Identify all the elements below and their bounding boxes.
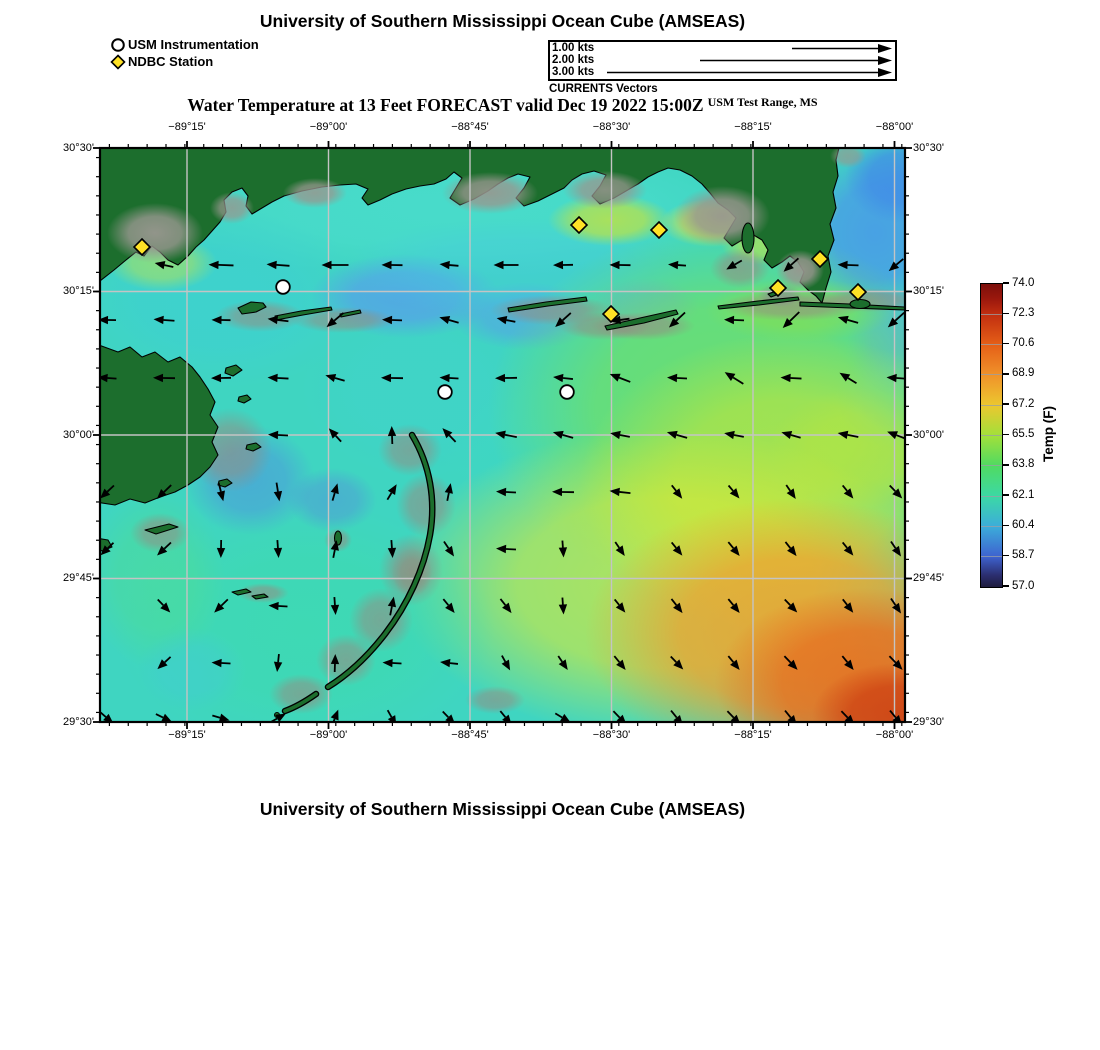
colorbar-gridline bbox=[981, 374, 1002, 375]
legend-label-usm: USM Instrumentation bbox=[128, 37, 259, 52]
colorbar-tick bbox=[1003, 525, 1009, 527]
vector-scale-label: 2.00 kts bbox=[552, 53, 595, 66]
legend-item-usm bbox=[110, 36, 259, 53]
x-axis-label-top: −88°15' bbox=[734, 121, 772, 133]
usm-instrumentation-marker bbox=[438, 385, 452, 399]
colorbar-tick bbox=[1003, 494, 1009, 496]
y-axis-label-left: 29°45' bbox=[63, 572, 94, 584]
colorbar-tick-label: 67.2 bbox=[1012, 397, 1035, 410]
colorbar-tick-label: 63.8 bbox=[1012, 458, 1035, 471]
figure-bottom-title: University of Southern Mississippi Ocean Cube (AMSEAS) bbox=[259, 799, 746, 819]
colorbar-tick bbox=[1003, 282, 1009, 284]
vector-legend-caption: CURRENTS Vectors bbox=[549, 83, 658, 95]
x-axis-label-bottom: −88°15' bbox=[734, 729, 772, 741]
colorbar-gridline bbox=[981, 435, 1002, 436]
colorbar bbox=[980, 283, 1003, 588]
y-axis-label-right: 30°00' bbox=[913, 428, 944, 441]
y-axis-label-right: 30°30' bbox=[913, 141, 944, 154]
current-vector-legend bbox=[548, 40, 897, 81]
y-axis-label-left: 29°30' bbox=[63, 715, 94, 728]
x-axis-label-bottom: −88°45' bbox=[451, 729, 489, 741]
colorbar-tick bbox=[1003, 343, 1009, 345]
colorbar-gridline bbox=[981, 496, 1002, 497]
colorbar-tick-label: 60.4 bbox=[1012, 518, 1035, 531]
colorbar-gridline bbox=[981, 526, 1002, 527]
colorbar-tick-label: 57.0 bbox=[1012, 579, 1035, 592]
colorbar-tick-label: 65.5 bbox=[1012, 428, 1035, 440]
vector-scale-row bbox=[552, 43, 893, 55]
usm-instrumentation-marker bbox=[276, 280, 290, 294]
y-axis-label-right: 30°15' bbox=[913, 285, 944, 297]
x-axis-label-top: −88°30' bbox=[592, 121, 631, 133]
colorbar-tick-label: 70.6 bbox=[1012, 337, 1035, 350]
colorbar-gridline bbox=[981, 556, 1002, 557]
colorbar-tick bbox=[1003, 373, 1009, 375]
plot-subtitle bbox=[60, 95, 945, 116]
x-axis-label-top: −88°45' bbox=[451, 121, 489, 133]
usm-circle-icon bbox=[110, 37, 126, 53]
vector-scale-arrow bbox=[604, 67, 893, 78]
y-axis-label-right: 29°30' bbox=[913, 715, 944, 728]
vector-scale-arrow bbox=[604, 55, 893, 66]
colorbar-gridline bbox=[981, 314, 1002, 315]
usm-instrumentation-marker bbox=[560, 385, 574, 399]
y-axis-label-left: 30°30' bbox=[63, 141, 94, 154]
x-axis-label-top: −88°00' bbox=[875, 121, 914, 133]
colorbar-tick-label: 62.1 bbox=[1012, 488, 1035, 501]
figure-title: University of Southern Mississippi Ocean Cube (AMSEAS) bbox=[259, 11, 746, 31]
colorbar-tick bbox=[1003, 434, 1009, 436]
colorbar-gridline bbox=[981, 405, 1002, 406]
x-axis-label-bottom: −89°15' bbox=[168, 729, 206, 741]
y-axis-label-left: 30°00' bbox=[63, 428, 94, 441]
ndbc-diamond-icon bbox=[110, 54, 126, 70]
vector-scale-label: 3.00 kts bbox=[552, 65, 595, 78]
vector-scale-row bbox=[552, 66, 893, 78]
colorbar-tick bbox=[1003, 555, 1009, 557]
colorbar-title: Temp (F) bbox=[1041, 406, 1056, 462]
colorbar-tick-label: 68.9 bbox=[1012, 367, 1035, 380]
y-axis-label-right: 29°45' bbox=[913, 572, 944, 584]
subtitle-annotation: USM Test Range, MS bbox=[707, 95, 818, 109]
x-axis-label-bottom: −88°30' bbox=[592, 729, 631, 741]
colorbar-tick-label: 72.3 bbox=[1012, 306, 1035, 319]
y-axis-label-left: 30°15' bbox=[63, 285, 94, 297]
map-canvas bbox=[88, 136, 917, 734]
colorbar-tick bbox=[1003, 585, 1009, 587]
subtitle-text: Water Temperature at 13 Feet FORECAST valid Dec 19 2022 15:00Z bbox=[187, 95, 704, 115]
colorbar-tick bbox=[1003, 464, 1009, 466]
vector-scale-arrow bbox=[604, 43, 893, 54]
x-axis-label-bottom: −89°00' bbox=[309, 729, 348, 741]
colorbar-gridline bbox=[981, 465, 1002, 466]
legend-item-ndbc bbox=[110, 53, 259, 70]
vector-scale-row bbox=[552, 55, 893, 67]
x-axis-label-top: −89°00' bbox=[309, 121, 348, 133]
legend-label-ndbc: NDBC Station bbox=[128, 54, 214, 69]
colorbar-tick-label: 74.0 bbox=[1012, 276, 1035, 289]
x-axis-label-bottom: −88°00' bbox=[875, 729, 914, 741]
colorbar-tick-label: 58.7 bbox=[1012, 549, 1035, 562]
x-axis-label-top: −89°15' bbox=[168, 121, 206, 133]
marker-legend bbox=[110, 36, 259, 70]
vector-scale-label: 1.00 kts bbox=[552, 42, 595, 55]
colorbar-tick bbox=[1003, 403, 1009, 405]
colorbar-tick bbox=[1003, 313, 1009, 315]
colorbar-gridline bbox=[981, 344, 1002, 345]
